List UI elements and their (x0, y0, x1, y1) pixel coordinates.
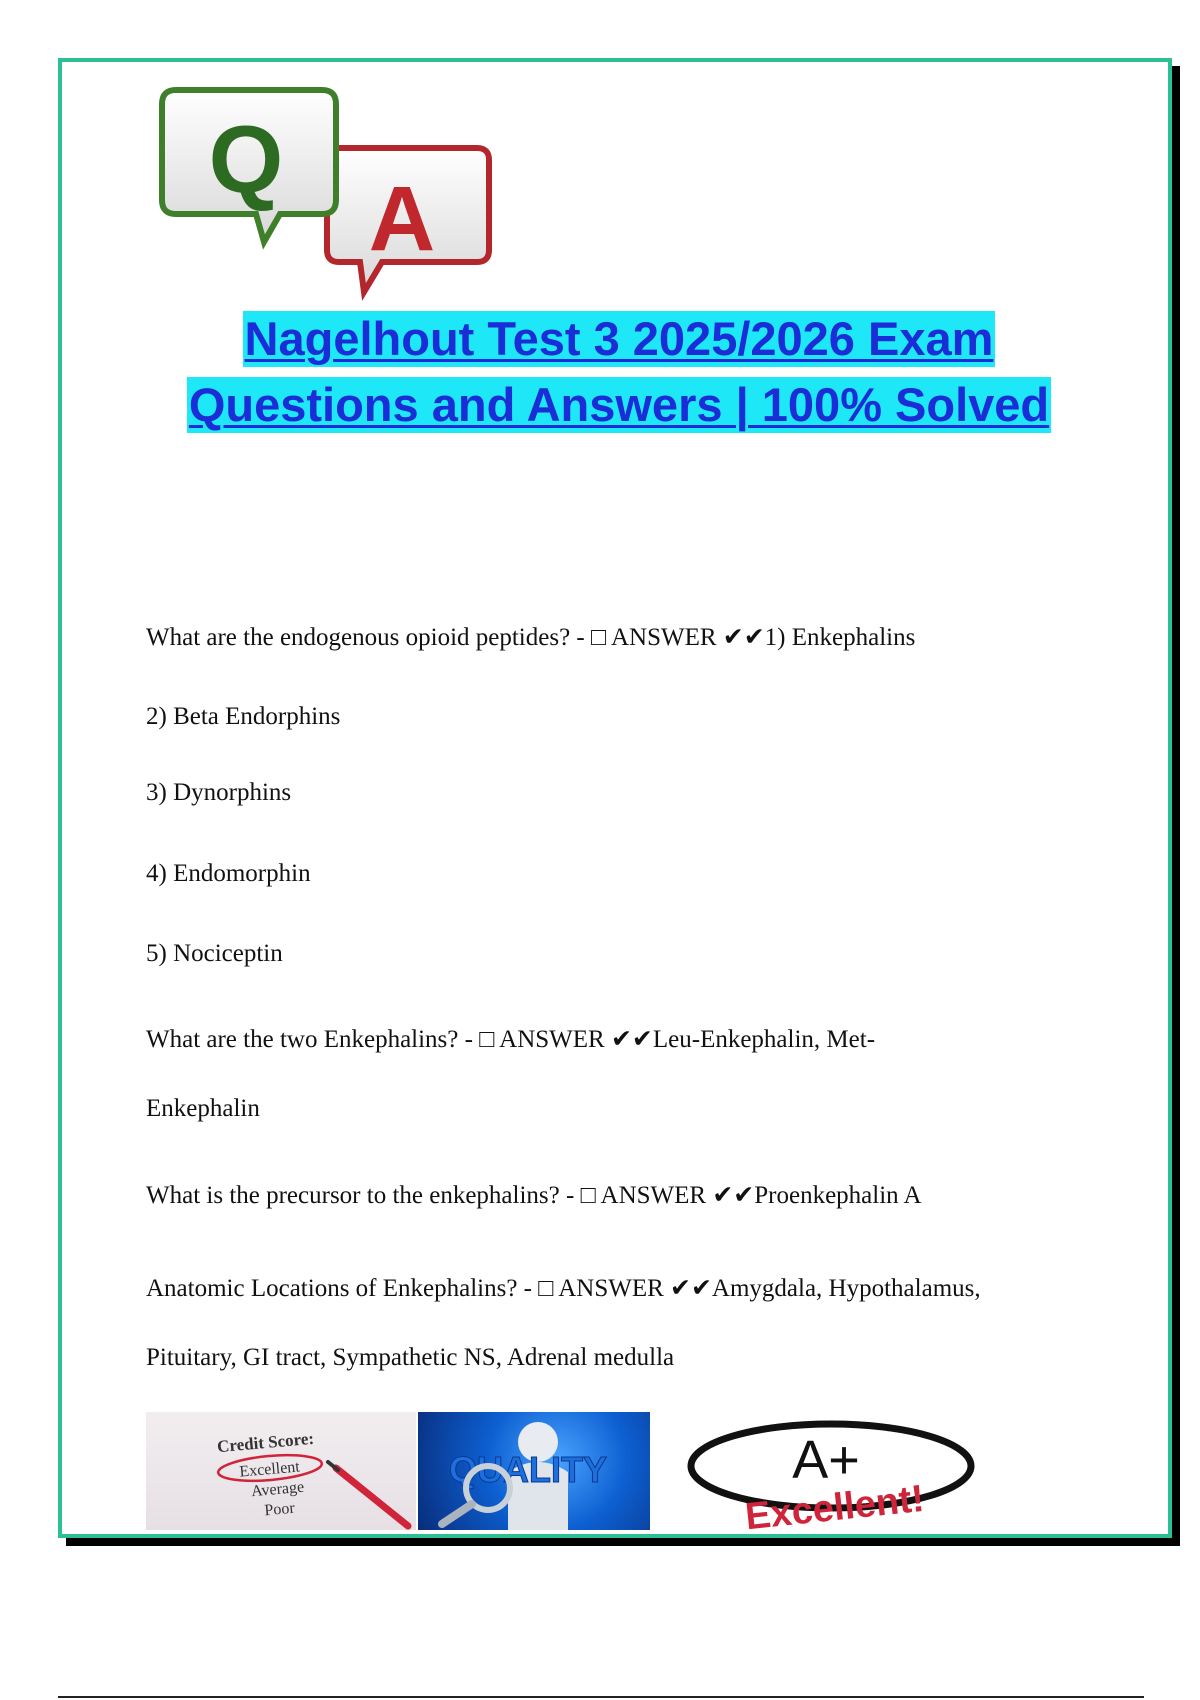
content-line: What are the two Enkephalins? - □ ANSWER ✔✔Leu-Enkephalin, Met- (146, 1026, 876, 1053)
title-line-1: Nagelhout Test 3 2025/2026 Exam (244, 312, 994, 365)
content-line: Pituitary, GI tract, Sympathetic NS, Adrenal medulla (146, 1344, 675, 1371)
quality-word: QUALITY (449, 1449, 607, 1490)
grade-word: Excellent! (743, 1477, 927, 1530)
credit-option-poor: Poor (263, 1499, 296, 1520)
content-line: Anatomic Locations of Enkephalins? - □ ANSWER ✔✔Amygdala, Hypothalamus, (146, 1275, 981, 1302)
q-bubble (162, 90, 336, 242)
content-line: Enkephalin (146, 1095, 260, 1122)
content-line: 3) Dynorphins (146, 779, 292, 806)
credit-option-excellent: Excellent (238, 1458, 301, 1481)
q-letter: Q (208, 106, 284, 213)
page-frame (58, 58, 1172, 1538)
content-line: 2) Beta Endorphins (146, 703, 341, 730)
credit-score-image (146, 1412, 416, 1530)
a-bubble (327, 148, 489, 292)
qa-logo (152, 82, 532, 302)
credit-option-average: Average (250, 1478, 305, 1501)
pencil-icon (328, 1462, 408, 1526)
document-title (62, 306, 1176, 438)
credit-score-heading: Credit Score: (216, 1428, 315, 1457)
quality-image (418, 1412, 650, 1530)
content-line: 4) Endomorphin (146, 860, 311, 887)
footer-rule (58, 1696, 1144, 1698)
content-line: What are the endogenous opioid peptides? - □ ANSWER ✔✔1) Enkephalins (146, 624, 916, 651)
content-line: What is the precursor to the enkephalins? - □ ANSWER ✔✔Proenkephalin A (146, 1182, 922, 1209)
content-line: 5) Nociceptin (146, 940, 283, 967)
a-plus-excellent-image (666, 1412, 1016, 1530)
grade-text: A+ (792, 1430, 860, 1490)
bottom-images (146, 1412, 1046, 1532)
title-line-2: Questions and Answers | 100% Solved (188, 378, 1050, 431)
a-letter: A (368, 168, 436, 270)
